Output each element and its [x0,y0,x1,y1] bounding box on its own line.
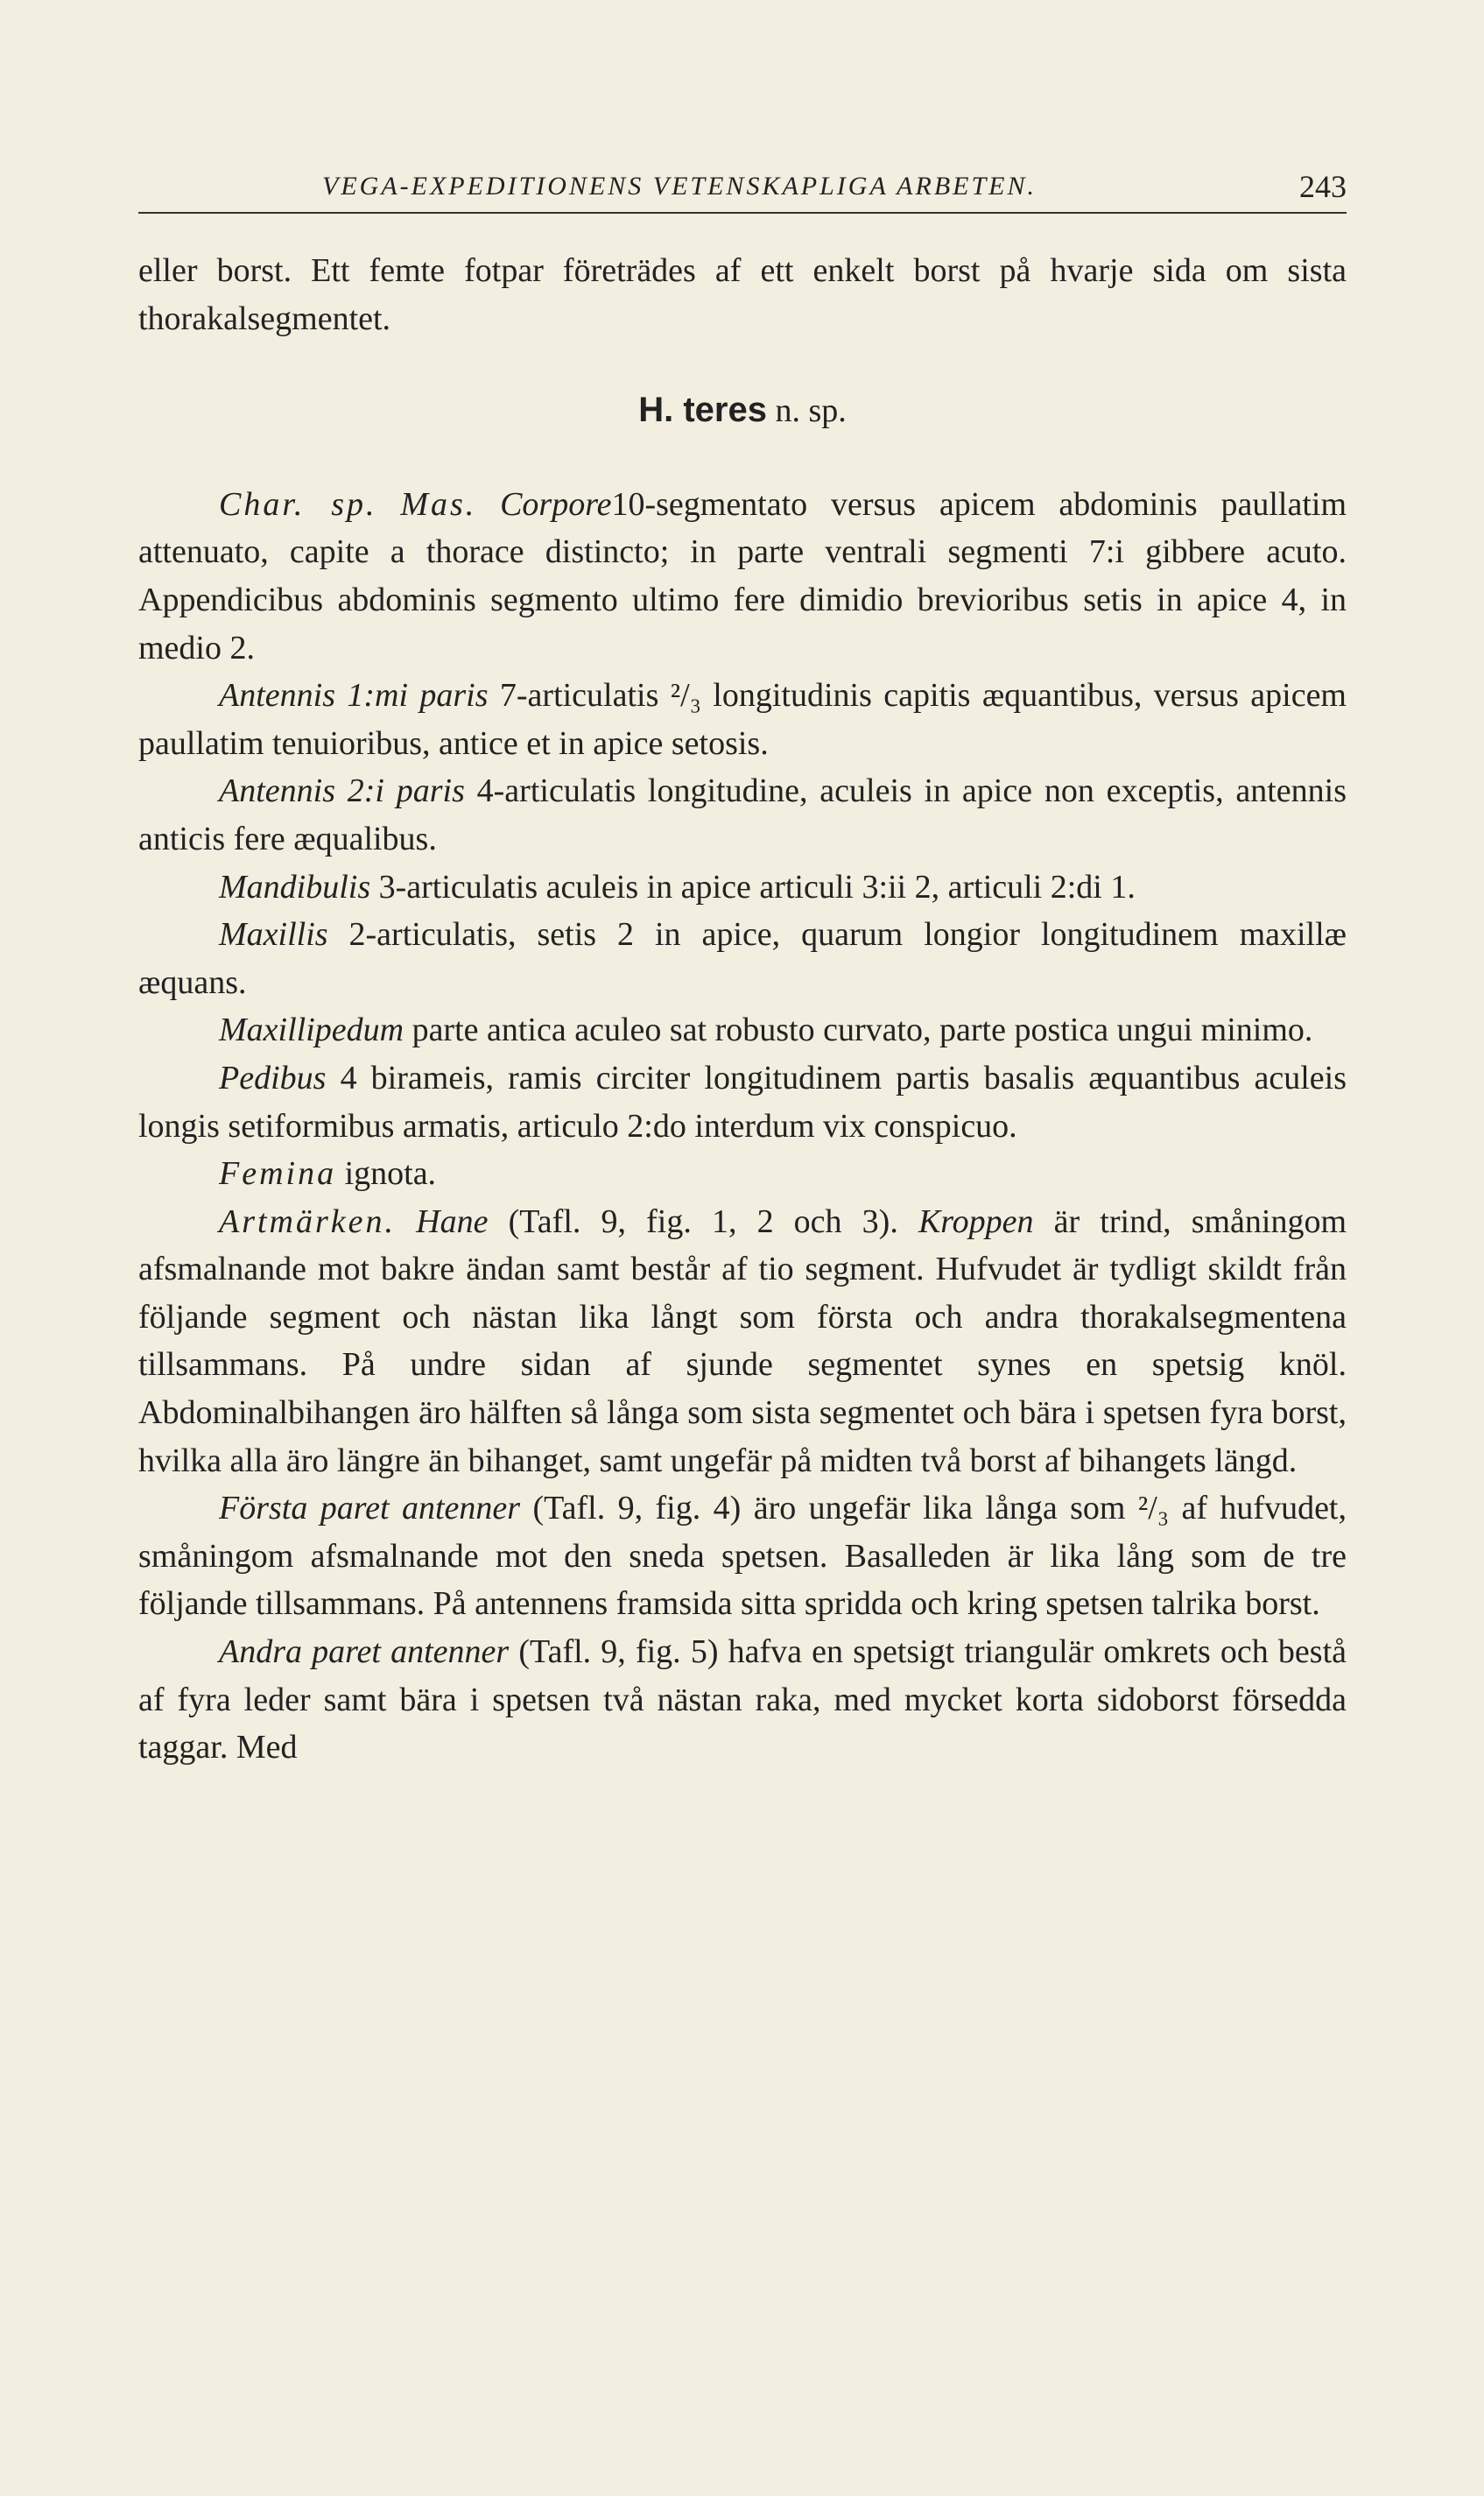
diagnosis-term: Maxillipedum [219,1012,404,1049]
species-heading [138,386,1347,435]
diagnosis-item [138,911,1347,1006]
diagnosis-corpore-text: 10-segmentato versus apicem abdominis paullatim attenuato, capite a thorace distincto; in parte ventrali segmenti 7:i gibbere acuto. Appendicibus abdominis segmento ultimo fere dimidio brevioribus setis in apice 4, in medio 2. [138,485,1347,666]
diagnosis-text: 3-articulatis aculeis in apice articuli 3:ii 2, articuli 2:di 1. [378,868,1136,906]
species-name: H. teres [638,391,767,430]
diagnosis-term: Maxillis [219,916,328,954]
hane-reference: (Tafl. 9, fig. 1, 2 och 3). [508,1202,898,1240]
body-text [138,247,1347,1772]
andra-text: (Tafl. 9, fig. 5) hafva en spetsigt triangulär omkrets och bestå af fyra leder samt bära i spetsen två nästan raka, med mycket korta sidoborst försedda taggar. Med [138,1633,1347,1766]
kroppen-text: är trind, småningom afsmalnande mot bakre ändan samt består af tio segment. Hufvudet är tydligt skildt från följande segment och nästan lika långt som första och andra thorakalsegmentena tillsammans. På undre sidan af sjunde segmentet synes en spetsig knöl. Abdominalbihangen äro hälften så långa som sista segmentet och bära i spetsen fyra borst, hvilka alla äro längre än bihanget, samt ungefär på midten två borst af bihangets längd. [138,1202,1347,1479]
diagnosis-term: Femina [219,1155,337,1193]
diagnosis-text: 4-articulatis longitudine, aculeis in apice non exceptis, antennis anticis fere æqualibus. [138,772,1347,857]
forsta-text: (Tafl. 9, fig. 4) äro ungefär lika långa som ²/₃ af hufvudet, småningom afsmalnande mot den sneda spetsen. Basalleden är lika lång som de tre följande tillsammans. På antennens framsida sitta spridda och kring spetsen talrika borst. [138,1490,1347,1623]
diagnosis-lead: Char. sp. [219,485,377,523]
diagnosis-term: Pedibus [219,1059,327,1096]
hane-label: Hane [416,1202,489,1240]
diagnosis-text: 4 birameis, ramis circiter longitudinem partis basalis æquantibus aculeis longis setiformibus armatis, articulo 2:do interdum vix conspicuo. [138,1059,1347,1145]
page-header [138,165,1347,208]
artmarken-label: Artmärken. [219,1202,397,1240]
diagnosis-text: parte antica aculeo sat robusto curvato, parte postica ungui minimo. [411,1012,1313,1049]
diagnosis-text: 7-articulatis ²/₃ longitudinis capitis æquantibus, versus apicem paullatim tenuioribus, antice et in apice setosis. [138,677,1347,762]
diagnosis-term: Antennis 2:i paris [219,772,465,810]
diagnosis-item [138,1006,1347,1054]
page-number: 243 [1299,169,1347,204]
diagnosis-item [138,767,1347,863]
diagnosis-item [138,1054,1347,1150]
intro-paragraph: eller borst. Ett femte fotpar företrädes af ett enkelt borst på hvarje sida om sista thorakalsegmentet. [138,252,1347,337]
diagnosis-item [138,1150,1347,1198]
diagnosis-mas: Mas. [400,485,477,523]
andra-label: Andra paret antenner [219,1633,510,1671]
description-paragraph-first-antennae [138,1484,1347,1628]
diagnosis-paragraph [138,481,1347,672]
diagnosis-item [138,864,1347,912]
diagnosis-text: ignota. [344,1155,437,1193]
description-paragraph-second-antennae [138,1628,1347,1772]
forsta-label: Första paret antenner [219,1490,521,1527]
diagnosis-corpore: Corpore [500,485,612,523]
diagnosis-item [138,672,1347,767]
diagnosis-term: Mandibulis [219,868,371,906]
diagnosis-text: 2-articulatis, setis 2 in apice, quarum longior longitudinem maxillæ æquans. [138,916,1347,1001]
running-head: VEGA-EXPEDITIONENS VETENSKAPLIGA ARBETEN. [322,172,1037,201]
header-rule [138,212,1347,214]
species-suffix: n. sp. [775,392,847,430]
description-paragraph-body [138,1198,1347,1485]
kroppen-label: Kroppen [918,1202,1034,1240]
diagnosis-term: Antennis 1:mi paris [219,677,489,715]
